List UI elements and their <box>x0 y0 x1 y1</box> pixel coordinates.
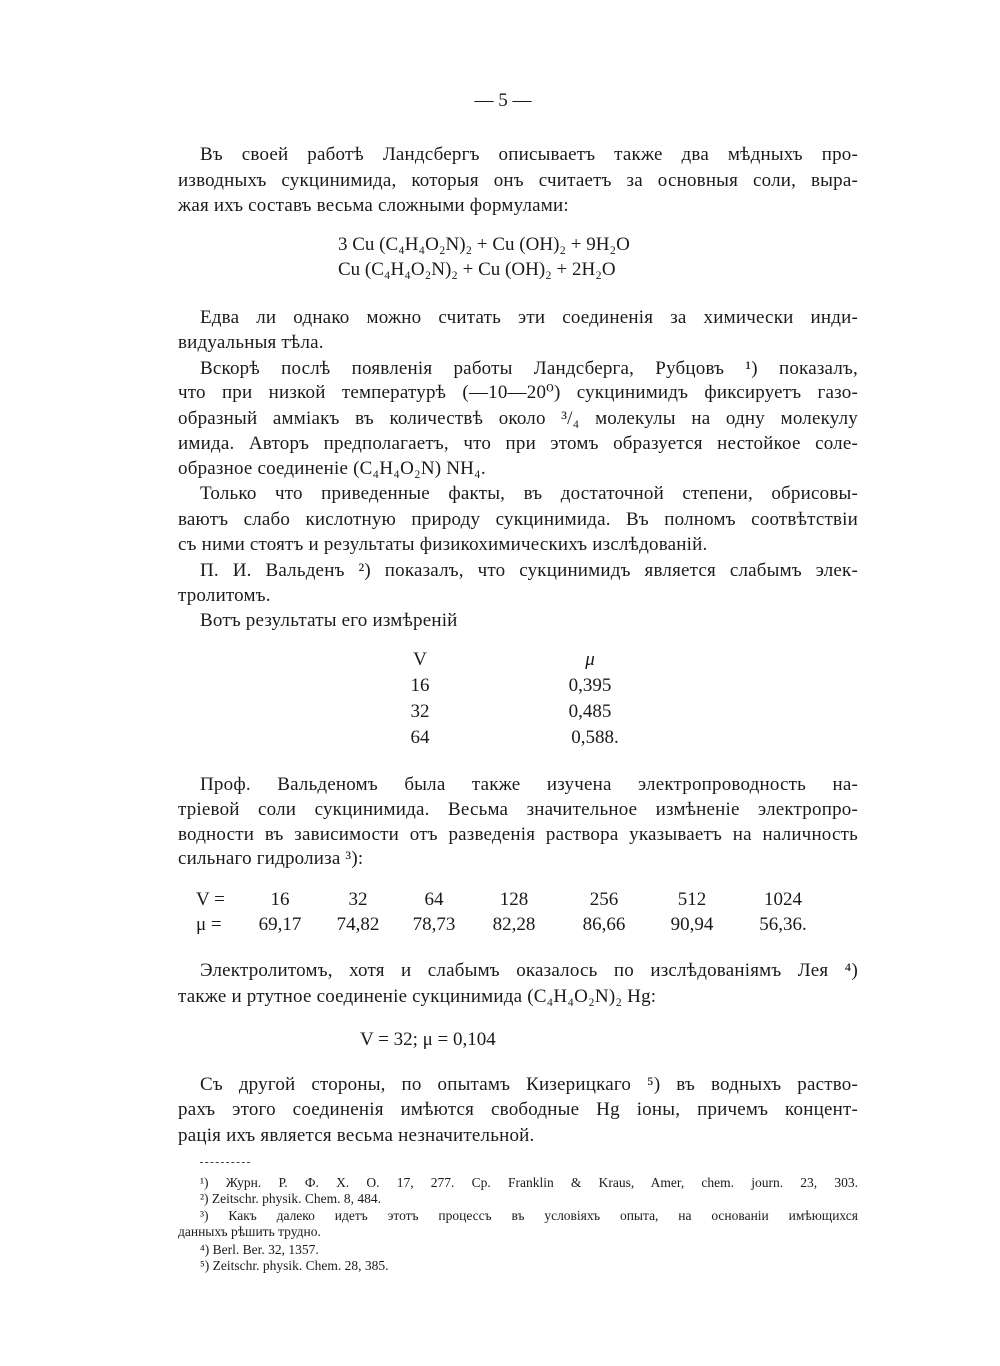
text-line: жая ихъ составъ весьма сложными формулами: <box>178 195 569 216</box>
text-line: Электролитомъ, хотя и слабымъ оказалось по изслѣдованіямъ Лея ⁴) <box>200 960 858 981</box>
text-line: что при низкой температурѣ (—10—20⁰) сукцинимидъ фиксируетъ газо- <box>178 382 858 403</box>
table-cell: 0,395 <box>568 675 612 696</box>
text-line: Съ другой стороны, по опытамъ Кизерицкаго ⁵) въ водныхъ раство- <box>200 1074 858 1095</box>
v-value: 64 <box>424 889 444 910</box>
text-line: изводныхъ сукцинимида, которыя онъ считаетъ за основныя соли, выра- <box>178 170 858 191</box>
footnote-separator <box>200 1162 250 1163</box>
v-value: 512 <box>677 889 707 910</box>
text-line: видуальныя тѣла. <box>178 332 324 353</box>
v-label: V = <box>196 889 225 910</box>
v-value: 32 <box>348 889 368 910</box>
text-line: Едва ли однако можно считать эти соединенія за химически инди- <box>200 307 858 328</box>
mu-value: 86,66 <box>582 914 626 935</box>
footnote: ⁴) Berl. Ber. 32, 1357. <box>200 1242 319 1257</box>
v-value: 256 <box>589 889 619 910</box>
text-line: тріевой соли сукцинимида. Весьма значительное измѣненіе электропро- <box>178 799 858 820</box>
mu-value: 74,82 <box>336 914 380 935</box>
text-line: Проф. Вальденомъ была также изучена электропроводность на- <box>200 774 858 795</box>
text-line: П. И. Вальденъ ²) показалъ, что сукцинимидъ является слабымъ элек- <box>200 560 858 581</box>
footnote: данныхъ рѣшить трудно. <box>178 1224 321 1239</box>
mu-value: 69,17 <box>258 914 302 935</box>
table-cell: 64 <box>410 727 430 748</box>
footnote: ¹) Журн. Р. Ф. Х. О. 17, 277. Ср. Franklin & Kraus, Amer, chem. journ. 23, 303. <box>200 1175 858 1190</box>
text-line: съ ними стоятъ и результаты физикохимическихъ изслѣдованій. <box>178 534 708 555</box>
footnote: ³) Какъ далеко идетъ этотъ процессъ въ условіяхъ опыта, на основаніи имѣющихся <box>200 1208 858 1223</box>
text-line: Вотъ результаты его измѣреній <box>200 610 458 631</box>
v-value: 16 <box>270 889 290 910</box>
footnote: ²) Zeitschr. physik. Chem. 8, 484. <box>200 1191 382 1206</box>
table-cell: 0,588. <box>571 727 619 748</box>
text-line: образный амміакъ въ количествѣ около ³/₄ молекулы на одну молекулу <box>178 408 858 429</box>
v-value: 1024 <box>764 889 802 910</box>
mu-value: 82,28 <box>492 914 536 935</box>
v-value: 128 <box>499 889 529 910</box>
text-line: тролитомъ. <box>178 585 271 606</box>
table-cell: 32 <box>410 701 430 722</box>
text-line: сильнаго гидролиза ³): <box>178 848 364 869</box>
formula: 3 Cu (C₄H₄O₂N)₂ + Cu (OH)₂ + 9H₂O <box>338 234 630 255</box>
text-line: также и ртутное соединеніе сукцинимида (C₄H₄O₂N)₂ Hg: <box>178 986 657 1007</box>
text-line: ваютъ слабо кислотную природу сукцинимида. Въ полномъ соотвѣтствіи <box>178 509 858 530</box>
table-cell: 0,485 <box>568 701 612 722</box>
table-header-mu: μ <box>585 649 595 670</box>
text-line: водности въ зависимости отъ разведенія раствора указываетъ на наличность <box>178 824 858 845</box>
mu-value: 90,94 <box>670 914 714 935</box>
formula: Cu (C₄H₄O₂N)₂ + Cu (OH)₂ + 2H₂O <box>338 259 616 280</box>
page-number: — 5 — <box>474 90 532 111</box>
mu-value: 56,36. <box>759 914 807 935</box>
footnote: ⁵) Zeitschr. physik. Chem. 28, 385. <box>200 1258 389 1273</box>
text-line: образное соединеніе (C₄H₄O₂N) NH₄. <box>178 458 486 479</box>
text-line: Только что приведенные факты, въ достаточной степени, обрисовы- <box>200 483 858 504</box>
text-line: Вскорѣ послѣ появленія работы Ландсберга, Рубцовъ ¹) показалъ, <box>200 358 858 379</box>
mu-value: 78,73 <box>412 914 456 935</box>
text-line: имида. Авторъ предполагаетъ, что при этомъ образуется нестойкое соле- <box>178 433 858 454</box>
text-line: рація ихъ является весьма незначительной. <box>178 1125 535 1146</box>
text-line: рахъ этого соединенія имѣются свободные Hg іоны, причемъ концент- <box>178 1099 858 1120</box>
text-line: Въ своей работѣ Ландсбергъ описываетъ также два мѣдныхъ про- <box>200 144 858 165</box>
table-header-v: V <box>413 649 427 670</box>
mu-label: μ = <box>196 914 222 935</box>
equation: V = 32; μ = 0,104 <box>360 1029 496 1050</box>
table-cell: 16 <box>410 675 430 696</box>
